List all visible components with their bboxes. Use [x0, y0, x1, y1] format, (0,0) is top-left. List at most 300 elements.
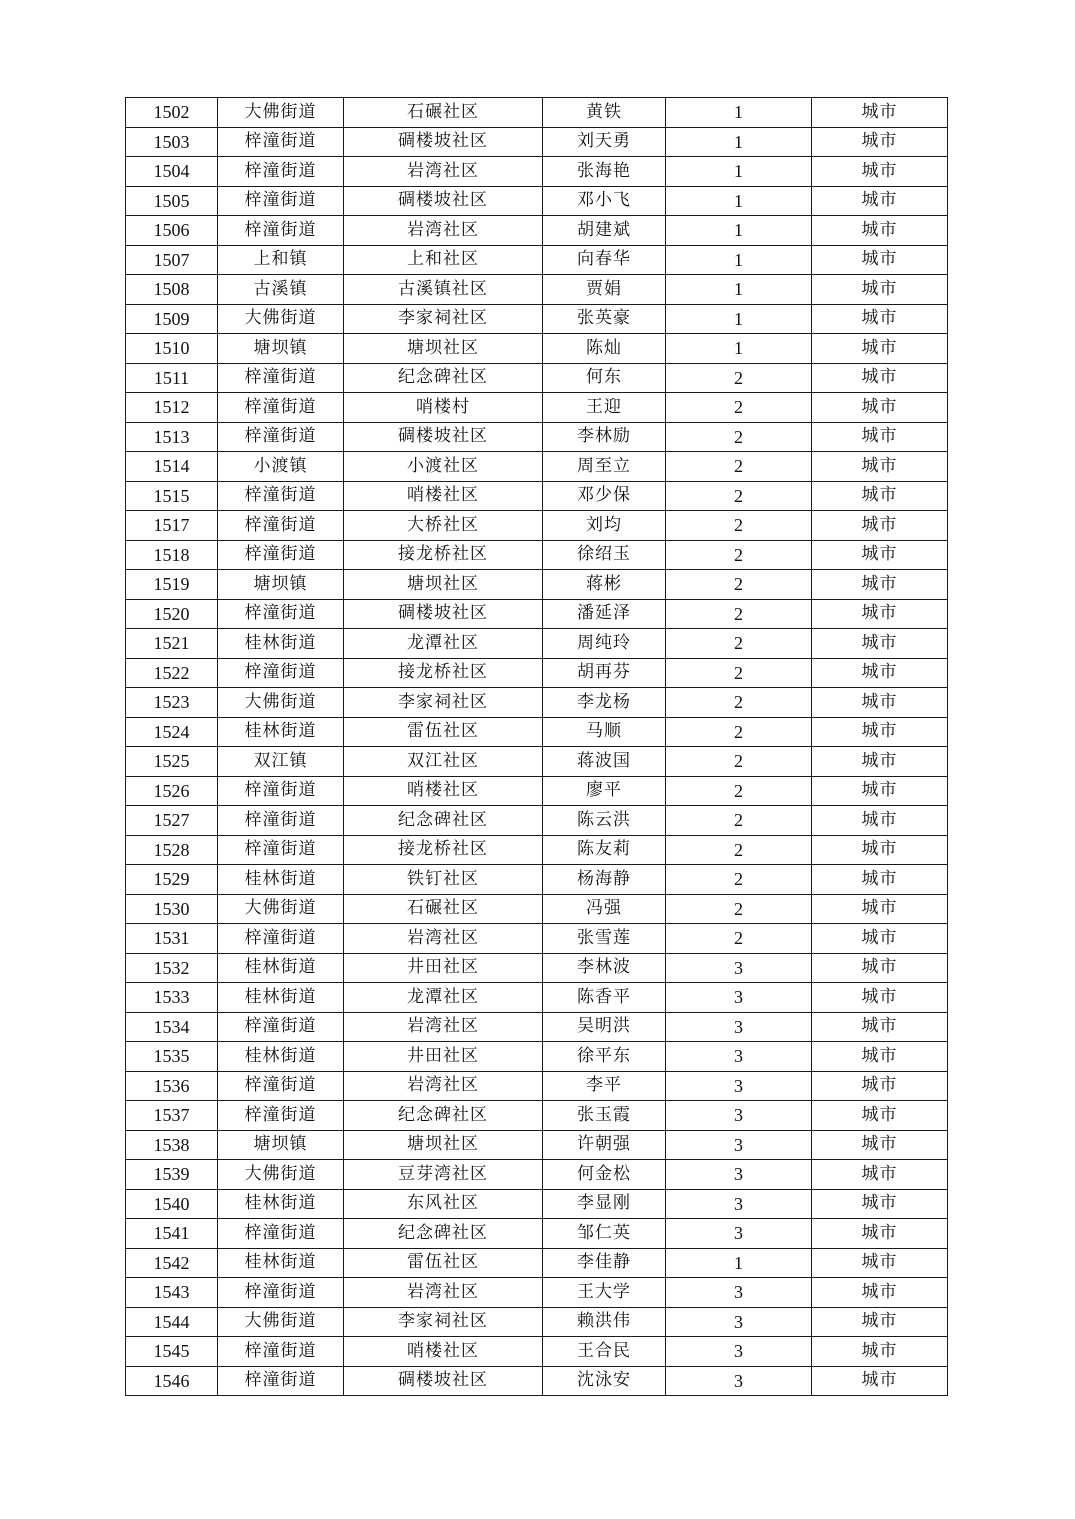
category-cell: 城市 [812, 1042, 948, 1072]
table-row [126, 422, 948, 452]
level-cell: 3 [666, 1101, 812, 1131]
table-row [126, 1160, 948, 1190]
level-cell: 2 [666, 894, 812, 924]
serial-number-cell: 1542 [126, 1248, 218, 1278]
name-cell: 陈云洪 [543, 806, 666, 836]
name-cell: 黄铁 [543, 98, 666, 128]
category-cell: 城市 [812, 894, 948, 924]
category-cell: 城市 [812, 422, 948, 452]
community-cell: 哨楼社区 [344, 776, 543, 806]
category-cell: 城市 [812, 98, 948, 128]
name-cell: 李平 [543, 1071, 666, 1101]
category-cell: 城市 [812, 953, 948, 983]
level-cell: 2 [666, 688, 812, 718]
town-cell: 梓潼街道 [218, 835, 344, 865]
category-cell: 城市 [812, 1278, 948, 1308]
category-cell: 城市 [812, 245, 948, 275]
serial-number-cell: 1504 [126, 157, 218, 187]
name-cell: 周至立 [543, 452, 666, 482]
level-cell: 3 [666, 1071, 812, 1101]
community-cell: 碉楼坡社区 [344, 1366, 543, 1396]
table-row [126, 629, 948, 659]
community-cell: 豆芽湾社区 [344, 1160, 543, 1190]
serial-number-cell: 1532 [126, 953, 218, 983]
town-cell: 双江镇 [218, 747, 344, 777]
category-cell: 城市 [812, 1071, 948, 1101]
level-cell: 1 [666, 127, 812, 157]
town-cell: 上和镇 [218, 245, 344, 275]
table-row [126, 1248, 948, 1278]
town-cell: 梓潼街道 [218, 363, 344, 393]
category-cell: 城市 [812, 1160, 948, 1190]
category-cell: 城市 [812, 1101, 948, 1131]
category-cell: 城市 [812, 1366, 948, 1396]
community-cell: 纪念碑社区 [344, 1219, 543, 1249]
serial-number-cell: 1534 [126, 1012, 218, 1042]
town-cell: 梓潼街道 [218, 1219, 344, 1249]
town-cell: 梓潼街道 [218, 422, 344, 452]
town-cell: 大佛街道 [218, 1307, 344, 1337]
community-cell: 塘坝社区 [344, 570, 543, 600]
level-cell: 1 [666, 275, 812, 305]
town-cell: 梓潼街道 [218, 599, 344, 629]
town-cell: 大佛街道 [218, 894, 344, 924]
table-row [126, 245, 948, 275]
town-cell: 梓潼街道 [218, 924, 344, 954]
serial-number-cell: 1503 [126, 127, 218, 157]
category-cell: 城市 [812, 688, 948, 718]
category-cell: 城市 [812, 363, 948, 393]
table-row [126, 924, 948, 954]
community-cell: 碉楼坡社区 [344, 127, 543, 157]
level-cell: 2 [666, 422, 812, 452]
name-cell: 张雪莲 [543, 924, 666, 954]
table-row [126, 747, 948, 777]
name-cell: 王大学 [543, 1278, 666, 1308]
community-cell: 岩湾社区 [344, 924, 543, 954]
serial-number-cell: 1539 [126, 1160, 218, 1190]
town-cell: 梓潼街道 [218, 1101, 344, 1131]
serial-number-cell: 1507 [126, 245, 218, 275]
table-row [126, 363, 948, 393]
serial-number-cell: 1540 [126, 1189, 218, 1219]
table-row [126, 1130, 948, 1160]
town-cell: 梓潼街道 [218, 216, 344, 246]
category-cell: 城市 [812, 747, 948, 777]
level-cell: 3 [666, 1012, 812, 1042]
name-cell: 徐绍玉 [543, 540, 666, 570]
serial-number-cell: 1519 [126, 570, 218, 600]
level-cell: 2 [666, 806, 812, 836]
name-cell: 赖洪伟 [543, 1307, 666, 1337]
town-cell: 梓潼街道 [218, 186, 344, 216]
level-cell: 3 [666, 1130, 812, 1160]
town-cell: 梓潼街道 [218, 776, 344, 806]
table-row [126, 894, 948, 924]
category-cell: 城市 [812, 481, 948, 511]
town-cell: 梓潼街道 [218, 1366, 344, 1396]
level-cell: 2 [666, 717, 812, 747]
table-row [126, 98, 948, 128]
town-cell: 桂林街道 [218, 953, 344, 983]
name-cell: 马顺 [543, 717, 666, 747]
category-cell: 城市 [812, 599, 948, 629]
table-row [126, 334, 948, 364]
category-cell: 城市 [812, 186, 948, 216]
town-cell: 梓潼街道 [218, 511, 344, 541]
name-cell: 何东 [543, 363, 666, 393]
level-cell: 1 [666, 334, 812, 364]
community-cell: 井田社区 [344, 1042, 543, 1072]
name-cell: 王迎 [543, 393, 666, 423]
community-cell: 碉楼坡社区 [344, 186, 543, 216]
community-cell: 纪念碑社区 [344, 363, 543, 393]
category-cell: 城市 [812, 157, 948, 187]
table-row [126, 1219, 948, 1249]
community-cell: 塘坝社区 [344, 1130, 543, 1160]
community-cell: 石碾社区 [344, 894, 543, 924]
name-cell: 张英豪 [543, 304, 666, 334]
town-cell: 桂林街道 [218, 983, 344, 1013]
serial-number-cell: 1529 [126, 865, 218, 895]
table-row [126, 216, 948, 246]
level-cell: 3 [666, 1337, 812, 1367]
serial-number-cell: 1546 [126, 1366, 218, 1396]
table-body [126, 98, 948, 1396]
serial-number-cell: 1502 [126, 98, 218, 128]
town-cell: 梓潼街道 [218, 658, 344, 688]
name-cell: 何金松 [543, 1160, 666, 1190]
community-cell: 雷伍社区 [344, 1248, 543, 1278]
category-cell: 城市 [812, 216, 948, 246]
category-cell: 城市 [812, 334, 948, 364]
serial-number-cell: 1545 [126, 1337, 218, 1367]
category-cell: 城市 [812, 717, 948, 747]
community-cell: 塘坝社区 [344, 334, 543, 364]
community-cell: 李家祠社区 [344, 304, 543, 334]
community-cell: 井田社区 [344, 953, 543, 983]
name-cell: 蒋波国 [543, 747, 666, 777]
table-row [126, 186, 948, 216]
name-cell: 许朝强 [543, 1130, 666, 1160]
category-cell: 城市 [812, 540, 948, 570]
serial-number-cell: 1531 [126, 924, 218, 954]
serial-number-cell: 1536 [126, 1071, 218, 1101]
serial-number-cell: 1533 [126, 983, 218, 1013]
serial-number-cell: 1517 [126, 511, 218, 541]
level-cell: 2 [666, 835, 812, 865]
name-cell: 陈灿 [543, 334, 666, 364]
town-cell: 桂林街道 [218, 865, 344, 895]
name-cell: 胡建斌 [543, 216, 666, 246]
town-cell: 大佛街道 [218, 98, 344, 128]
table-row [126, 865, 948, 895]
level-cell: 1 [666, 304, 812, 334]
serial-number-cell: 1527 [126, 806, 218, 836]
level-cell: 3 [666, 1160, 812, 1190]
table-row [126, 983, 948, 1013]
town-cell: 梓潼街道 [218, 1337, 344, 1367]
name-cell: 潘延泽 [543, 599, 666, 629]
name-cell: 李佳静 [543, 1248, 666, 1278]
community-cell: 小渡社区 [344, 452, 543, 482]
name-cell: 邹仁英 [543, 1219, 666, 1249]
serial-number-cell: 1544 [126, 1307, 218, 1337]
category-cell: 城市 [812, 835, 948, 865]
community-cell: 龙潭社区 [344, 983, 543, 1013]
table-row [126, 570, 948, 600]
town-cell: 塘坝镇 [218, 570, 344, 600]
town-cell: 桂林街道 [218, 717, 344, 747]
level-cell: 2 [666, 570, 812, 600]
community-cell: 接龙桥社区 [344, 835, 543, 865]
town-cell: 桂林街道 [218, 1042, 344, 1072]
level-cell: 1 [666, 157, 812, 187]
community-cell: 碉楼坡社区 [344, 422, 543, 452]
town-cell: 梓潼街道 [218, 1012, 344, 1042]
town-cell: 小渡镇 [218, 452, 344, 482]
name-cell: 胡再芬 [543, 658, 666, 688]
serial-number-cell: 1526 [126, 776, 218, 806]
town-cell: 大佛街道 [218, 304, 344, 334]
level-cell: 1 [666, 1248, 812, 1278]
table-row [126, 304, 948, 334]
level-cell: 2 [666, 629, 812, 659]
category-cell: 城市 [812, 629, 948, 659]
serial-number-cell: 1510 [126, 334, 218, 364]
community-cell: 李家祠社区 [344, 1307, 543, 1337]
community-cell: 岩湾社区 [344, 1071, 543, 1101]
level-cell: 3 [666, 983, 812, 1013]
serial-number-cell: 1511 [126, 363, 218, 393]
serial-number-cell: 1521 [126, 629, 218, 659]
level-cell: 2 [666, 511, 812, 541]
town-cell: 大佛街道 [218, 1160, 344, 1190]
town-cell: 梓潼街道 [218, 393, 344, 423]
table-row [126, 776, 948, 806]
level-cell: 2 [666, 924, 812, 954]
category-cell: 城市 [812, 127, 948, 157]
level-cell: 2 [666, 540, 812, 570]
table-row [126, 1101, 948, 1131]
serial-number-cell: 1518 [126, 540, 218, 570]
town-cell: 桂林街道 [218, 1189, 344, 1219]
level-cell: 3 [666, 1366, 812, 1396]
community-cell: 雷伍社区 [344, 717, 543, 747]
name-cell: 周纯玲 [543, 629, 666, 659]
community-cell: 纪念碑社区 [344, 806, 543, 836]
name-cell: 廖平 [543, 776, 666, 806]
name-cell: 刘天勇 [543, 127, 666, 157]
community-cell: 龙潭社区 [344, 629, 543, 659]
category-cell: 城市 [812, 806, 948, 836]
table-row [126, 1307, 948, 1337]
category-cell: 城市 [812, 1219, 948, 1249]
community-cell: 哨楼村 [344, 393, 543, 423]
town-cell: 梓潼街道 [218, 1278, 344, 1308]
community-cell: 接龙桥社区 [344, 540, 543, 570]
level-cell: 2 [666, 747, 812, 777]
category-cell: 城市 [812, 1130, 948, 1160]
level-cell: 2 [666, 363, 812, 393]
serial-number-cell: 1538 [126, 1130, 218, 1160]
community-cell: 哨楼社区 [344, 481, 543, 511]
category-cell: 城市 [812, 1189, 948, 1219]
level-cell: 2 [666, 865, 812, 895]
town-cell: 梓潼街道 [218, 127, 344, 157]
town-cell: 古溪镇 [218, 275, 344, 305]
serial-number-cell: 1535 [126, 1042, 218, 1072]
table-row [126, 1278, 948, 1308]
category-cell: 城市 [812, 924, 948, 954]
table-row [126, 157, 948, 187]
name-cell: 张玉霞 [543, 1101, 666, 1131]
category-cell: 城市 [812, 393, 948, 423]
serial-number-cell: 1524 [126, 717, 218, 747]
serial-number-cell: 1514 [126, 452, 218, 482]
serial-number-cell: 1508 [126, 275, 218, 305]
table-row [126, 511, 948, 541]
serial-number-cell: 1512 [126, 393, 218, 423]
town-cell: 梓潼街道 [218, 806, 344, 836]
name-cell: 李龙杨 [543, 688, 666, 718]
table-row [126, 1366, 948, 1396]
community-cell: 石碾社区 [344, 98, 543, 128]
name-cell: 贾娟 [543, 275, 666, 305]
category-cell: 城市 [812, 304, 948, 334]
community-cell: 岩湾社区 [344, 1278, 543, 1308]
level-cell: 2 [666, 452, 812, 482]
category-cell: 城市 [812, 865, 948, 895]
table-row [126, 393, 948, 423]
table-row [126, 835, 948, 865]
name-cell: 吴明洪 [543, 1012, 666, 1042]
serial-number-cell: 1505 [126, 186, 218, 216]
town-cell: 桂林街道 [218, 629, 344, 659]
serial-number-cell: 1515 [126, 481, 218, 511]
level-cell: 1 [666, 216, 812, 246]
town-cell: 大佛街道 [218, 688, 344, 718]
community-cell: 上和社区 [344, 245, 543, 275]
town-cell: 梓潼街道 [218, 157, 344, 187]
name-cell: 蒋彬 [543, 570, 666, 600]
table-row [126, 452, 948, 482]
level-cell: 2 [666, 481, 812, 511]
category-cell: 城市 [812, 1248, 948, 1278]
town-cell: 梓潼街道 [218, 481, 344, 511]
name-cell: 邓小飞 [543, 186, 666, 216]
community-cell: 碉楼坡社区 [344, 599, 543, 629]
name-cell: 刘均 [543, 511, 666, 541]
serial-number-cell: 1513 [126, 422, 218, 452]
community-cell: 纪念碑社区 [344, 1101, 543, 1131]
table-row [126, 1189, 948, 1219]
category-cell: 城市 [812, 1337, 948, 1367]
name-cell: 徐平东 [543, 1042, 666, 1072]
level-cell: 2 [666, 776, 812, 806]
community-cell: 东风社区 [344, 1189, 543, 1219]
community-cell: 大桥社区 [344, 511, 543, 541]
category-cell: 城市 [812, 570, 948, 600]
name-cell: 李显刚 [543, 1189, 666, 1219]
level-cell: 3 [666, 1042, 812, 1072]
category-cell: 城市 [812, 511, 948, 541]
serial-number-cell: 1541 [126, 1219, 218, 1249]
table-row [126, 1042, 948, 1072]
community-cell: 岩湾社区 [344, 1012, 543, 1042]
level-cell: 2 [666, 599, 812, 629]
level-cell: 3 [666, 1219, 812, 1249]
table-row [126, 953, 948, 983]
town-cell: 梓潼街道 [218, 1071, 344, 1101]
name-cell: 沈泳安 [543, 1366, 666, 1396]
town-cell: 塘坝镇 [218, 1130, 344, 1160]
name-cell: 李林波 [543, 953, 666, 983]
serial-number-cell: 1528 [126, 835, 218, 865]
serial-number-cell: 1530 [126, 894, 218, 924]
serial-number-cell: 1520 [126, 599, 218, 629]
community-cell: 接龙桥社区 [344, 658, 543, 688]
level-cell: 2 [666, 658, 812, 688]
serial-number-cell: 1543 [126, 1278, 218, 1308]
category-cell: 城市 [812, 658, 948, 688]
town-cell: 梓潼街道 [218, 540, 344, 570]
community-cell: 李家祠社区 [344, 688, 543, 718]
serial-number-cell: 1537 [126, 1101, 218, 1131]
table-row [126, 658, 948, 688]
table-row [126, 1337, 948, 1367]
table-row [126, 717, 948, 747]
name-cell: 冯强 [543, 894, 666, 924]
name-cell: 陈友莉 [543, 835, 666, 865]
table-row [126, 540, 948, 570]
table-row [126, 688, 948, 718]
level-cell: 1 [666, 98, 812, 128]
name-cell: 向春华 [543, 245, 666, 275]
community-cell: 哨楼社区 [344, 1337, 543, 1367]
name-cell: 王合民 [543, 1337, 666, 1367]
level-cell: 3 [666, 1189, 812, 1219]
level-cell: 3 [666, 953, 812, 983]
level-cell: 3 [666, 1278, 812, 1308]
table-row [126, 1012, 948, 1042]
serial-number-cell: 1506 [126, 216, 218, 246]
name-cell: 杨海静 [543, 865, 666, 895]
serial-number-cell: 1509 [126, 304, 218, 334]
level-cell: 3 [666, 1307, 812, 1337]
serial-number-cell: 1522 [126, 658, 218, 688]
table-row [126, 275, 948, 305]
table-row [126, 1071, 948, 1101]
category-cell: 城市 [812, 776, 948, 806]
category-cell: 城市 [812, 275, 948, 305]
table-row [126, 806, 948, 836]
community-cell: 岩湾社区 [344, 157, 543, 187]
category-cell: 城市 [812, 452, 948, 482]
data-table [125, 97, 948, 1396]
category-cell: 城市 [812, 983, 948, 1013]
name-cell: 李林励 [543, 422, 666, 452]
community-cell: 古溪镇社区 [344, 275, 543, 305]
category-cell: 城市 [812, 1012, 948, 1042]
level-cell: 2 [666, 393, 812, 423]
name-cell: 邓少保 [543, 481, 666, 511]
name-cell: 张海艳 [543, 157, 666, 187]
table-row [126, 599, 948, 629]
name-cell: 陈香平 [543, 983, 666, 1013]
table-row [126, 127, 948, 157]
level-cell: 1 [666, 245, 812, 275]
